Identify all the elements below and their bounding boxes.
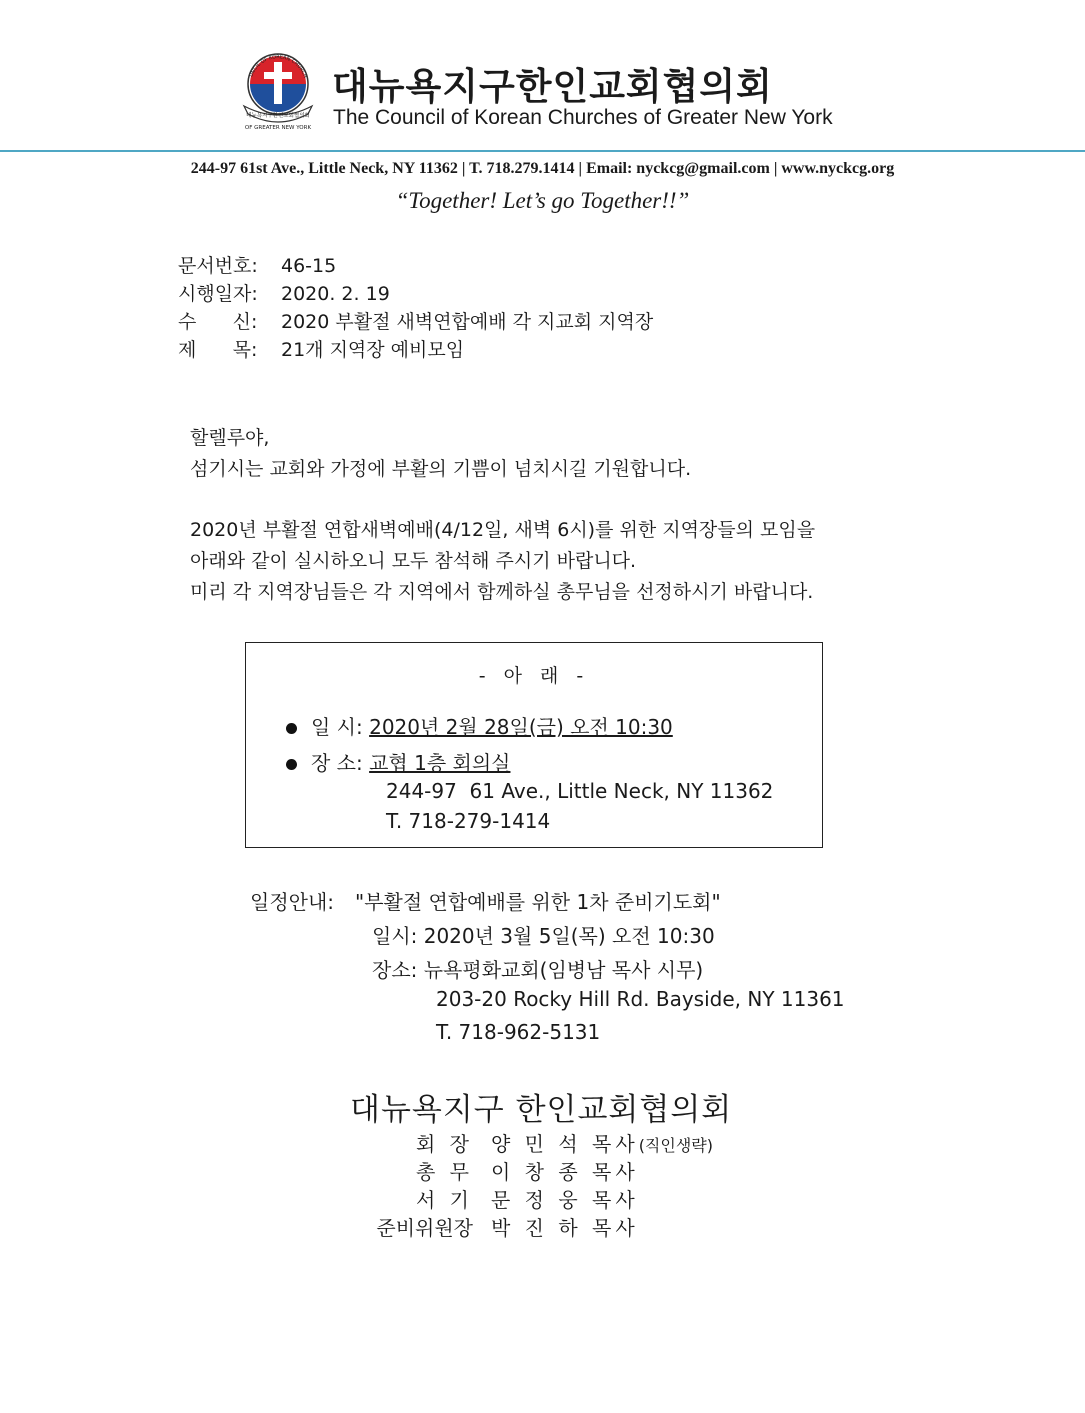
notice-phone: T. 718-279-1414 <box>386 809 551 833</box>
bullet-icon <box>286 723 297 734</box>
bullet-icon <box>286 759 297 770</box>
schedule-phone: T. 718-962-5131 <box>436 1020 601 1044</box>
schedule-address: 203-20 Rocky Hill Rd. Bayside, NY 11361 <box>436 987 845 1011</box>
notice-place: 장 소: 교협 1층 회의실 <box>286 747 510 776</box>
schedule-label: 일정안내: <box>250 890 335 914</box>
logo-ring-text: UNCIL OF KOREAN CHURCH <box>248 54 308 79</box>
schedule-place: 장소: 뉴욕평화교회(임병남 목사 시무) <box>372 958 704 982</box>
logo-bottom-text: OF GREATER NEW YORK <box>244 125 312 131</box>
header-divider <box>0 150 1085 152</box>
org-name-english: The Council of Korean Churches of Greater New York <box>333 106 833 129</box>
signature-org: 대뉴욕지구 한인교회협의회 <box>350 1092 733 1128</box>
meta-row-subject: 제 목: 21개 지역장 예비모임 <box>178 339 465 361</box>
body-paragraph: 2020년 부활절 연합새벽예배(4/12일, 새벽 6시)를 위한 지역장들의 모임을 아래와 같이 실시하오니 모두 참석해 주시기 바랍니다. 미리 각 지역장님들은 각 지역에서 함께하실 총무님을 선정하시기 바랍니다. <box>190 519 816 603</box>
council-logo <box>238 48 318 132</box>
officer-committee-chair: 준비위원장 박 진 하 목사 <box>376 1216 639 1240</box>
contact-line: 244-97 61st Ave., Little Neck, NY 11362 | T. 718.279.1414 | Email: nyckcg@gmail.com | www.nyckcg.org <box>190 160 895 177</box>
meta-row-doc-number: 문서번호: 46-15 <box>178 255 337 277</box>
officer-secretary: 서 기 문 정 웅 목사 <box>416 1188 639 1212</box>
document-meta <box>178 252 653 364</box>
motto: “Together! Let’s go Together!!” <box>395 188 690 213</box>
notice-datetime: 일 시: 2020년 2월 28일(금) 오전 10:30 <box>286 711 673 740</box>
meta-row-recipient: 수 신: 2020 부활절 새벽연합예배 각 지교회 지역장 <box>178 311 654 333</box>
schedule-datetime: 일시: 2020년 3월 5일(목) 오전 10:30 <box>372 924 715 948</box>
schedule-event: "부활절 연합예배를 위한 1차 준비기도회" <box>355 890 721 914</box>
notice-box <box>245 642 823 848</box>
officer-president: 회 장 양 민 석 목사(직인생략) <box>416 1132 713 1156</box>
notice-title: - 아 래 - <box>478 665 590 687</box>
org-name-korean: 대뉴욕지구한인교회협의회 <box>332 65 773 108</box>
officer-general-secretary: 총 무 이 창 종 목사 <box>416 1160 639 1184</box>
notice-address: 244-97 61 Ave., Little Neck, NY 11362 <box>386 779 774 803</box>
logo-band-text: 대뉴욕지구한인교회협의회 <box>246 113 310 119</box>
meta-row-issue-date: 시행일자: 2020. 2. 19 <box>178 283 390 305</box>
greeting: 할렐루야, 섬기시는 교회와 가정에 부활의 기쁨이 넘치시길 기원합니다. <box>190 427 692 480</box>
